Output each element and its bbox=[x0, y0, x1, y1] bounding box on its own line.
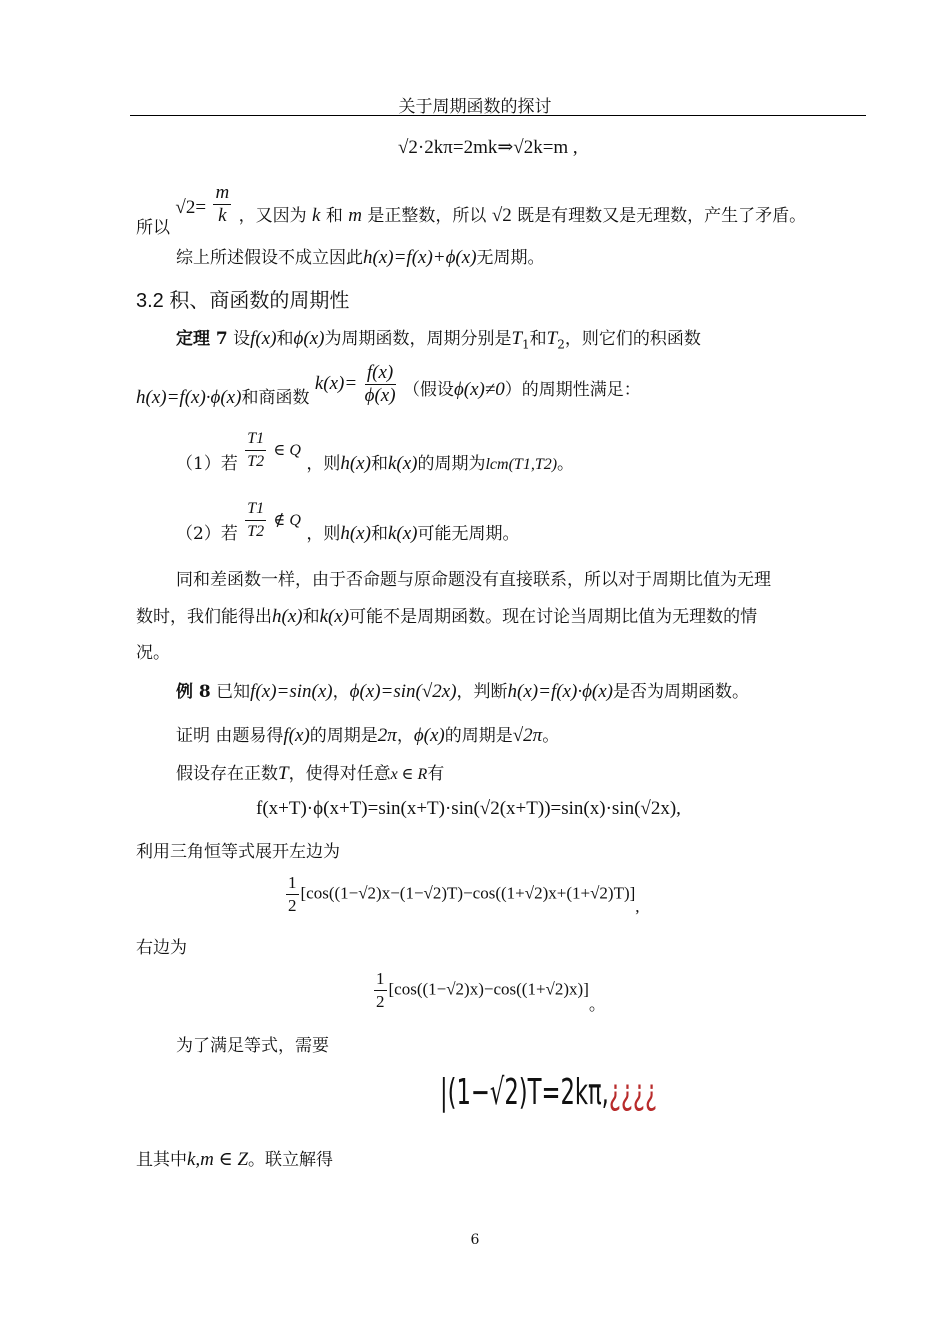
text-she: 设 bbox=[233, 329, 251, 349]
text-zhouqishi: 的周期是 bbox=[309, 726, 378, 746]
text-suoyi: 所以 bbox=[136, 218, 170, 238]
math-T1: T bbox=[511, 328, 523, 349]
text-he: 和 bbox=[370, 524, 388, 544]
case-1 bbox=[176, 428, 574, 473]
fraction-one-half bbox=[286, 872, 299, 917]
text-youbian: 右边为 bbox=[136, 938, 187, 958]
case-2 bbox=[176, 498, 519, 543]
math-hx: h(x) bbox=[272, 606, 303, 627]
math-sqrt2: √2 bbox=[491, 205, 512, 226]
text-period: 。 bbox=[557, 454, 575, 474]
text-youyinwei: ，又因为 bbox=[238, 206, 307, 226]
fraction-numerator: 1 bbox=[374, 968, 387, 991]
math-h-def: h(x)=f(x)·ϕ(x) bbox=[507, 681, 613, 702]
text-you: 有 bbox=[427, 764, 445, 784]
text-comma: ， bbox=[332, 682, 350, 702]
text-shifou: 是否为周期函数。 bbox=[613, 682, 749, 702]
math-phi-neq-0: ϕ(x)≠0 bbox=[453, 379, 505, 400]
text-zhouqishi-2: 的周期是 bbox=[444, 726, 513, 746]
math-notin-Q: ∉ Q bbox=[273, 512, 301, 529]
text-zhouqifenbie: 为周期函数，周期分别是 bbox=[324, 329, 512, 349]
text-shide: ，使得对任意 bbox=[288, 764, 391, 784]
text-shanghanshu: 和商函数 bbox=[241, 388, 310, 408]
text-qieqizhong: 且其中 bbox=[136, 1150, 187, 1170]
last-line bbox=[136, 1148, 333, 1172]
paragraph-contradiction bbox=[136, 182, 807, 238]
equation-sqrt2-2kpi: √2·2kπ=2mk⇒√2k=m , bbox=[398, 137, 578, 158]
text-jiashe: （假设 bbox=[402, 380, 454, 400]
math-h-product: h(x)=f(x)·ϕ(x) bbox=[136, 387, 242, 408]
text-zhouqiwei: 的周期为 bbox=[417, 454, 486, 474]
equation-right-tail: 。 bbox=[588, 995, 606, 1015]
fraction-denominator: 2 bbox=[376, 992, 385, 1011]
text-kenengbushi: 可能不是周期函数。现在讨论当周期比值为无理数的情 bbox=[349, 607, 758, 627]
text-lianlijiede: 。联立解得 bbox=[248, 1150, 334, 1170]
math-k: k bbox=[312, 205, 321, 226]
text-he: 和 bbox=[276, 329, 294, 349]
header-rule bbox=[130, 115, 866, 116]
text-ze: ，则 bbox=[306, 454, 341, 474]
equation-left-tail: , bbox=[635, 897, 640, 917]
math-fx: f(x) bbox=[250, 328, 277, 349]
page-number: 6 bbox=[470, 1232, 480, 1248]
equation-big-condition bbox=[440, 1072, 657, 1113]
fraction-denominator: T2 bbox=[247, 523, 265, 540]
paragraph-tonghe-line1: 同和差函数一样，由于否命题与原命题没有直接联系，所以对于周期比值为无理 bbox=[176, 570, 771, 590]
text-womennengdechu: 数时，我们能得出 bbox=[136, 607, 272, 627]
case-2-label: （2）若 bbox=[176, 524, 238, 544]
math-sqrt2pi: √2π bbox=[512, 725, 543, 746]
math-km-in-Z: k,m ∈ Z bbox=[187, 1149, 249, 1170]
text-he-2: 和 bbox=[529, 329, 547, 349]
math-m: m bbox=[348, 205, 362, 226]
page-header-title: 关于周期函数的探讨 bbox=[398, 97, 552, 117]
case-1-label: （1）若 bbox=[176, 454, 238, 474]
math-phi-def: ϕ(x)=sin(√2x) bbox=[349, 681, 457, 702]
fraction-T1-over-T2 bbox=[245, 428, 266, 473]
fraction-denominator: T2 bbox=[247, 453, 265, 470]
equation-main: f(x+T)·ϕ(x+T)=sin(x+T)·sin(√2(x+T))=sin(x)·sin(√2x), bbox=[256, 798, 681, 819]
text-maodun: 既是有理数又是无理数，产生了矛盾。 bbox=[517, 206, 807, 226]
equation-right-side bbox=[372, 968, 606, 1013]
math-in-Q: ∈ Q bbox=[273, 442, 301, 459]
paragraph-tonghe-line2 bbox=[136, 605, 757, 629]
theorem-7-line2 bbox=[136, 362, 641, 407]
equation-right-body: [cos((1−√2)x)−cos((1+√2)x)] bbox=[388, 979, 589, 999]
math-hx: h(x) bbox=[340, 453, 371, 474]
equation-big-body: |(1−√2)T=2kπ, bbox=[440, 1072, 609, 1113]
text-zhengming: 证明 由题易得 bbox=[176, 726, 284, 746]
text-yizhi: 已知 bbox=[216, 682, 251, 702]
math-T: T bbox=[278, 763, 289, 784]
fraction-numerator: T1 bbox=[245, 428, 266, 451]
fraction-numerator: m bbox=[215, 182, 230, 203]
text-wuzhouqi: 无周期。 bbox=[476, 248, 545, 268]
paragraph-conclusion bbox=[176, 246, 545, 270]
fraction-m-over-k bbox=[213, 182, 231, 227]
fraction-T1-over-T2 bbox=[245, 498, 266, 543]
text-ze: ，则 bbox=[306, 524, 341, 544]
math-phix: ϕ(x) bbox=[293, 328, 325, 349]
text-he: 和 bbox=[370, 454, 388, 474]
math-h-sum: h(x)=f(x)+ϕ(x) bbox=[363, 247, 477, 268]
text-liyong: 利用三角恒等式展开左边为 bbox=[136, 842, 340, 862]
text-weile: 为了满足等式，需要 bbox=[176, 1036, 329, 1056]
text-jihanshu: ，则它们的积函数 bbox=[564, 329, 701, 349]
math-x-in-R: x ∈ R bbox=[390, 766, 428, 783]
subscript-1: 1 bbox=[522, 337, 530, 352]
text-panduan: ，判断 bbox=[456, 682, 508, 702]
proof-line bbox=[176, 724, 559, 748]
fraction-one-half bbox=[374, 968, 387, 1013]
text-kenengwuzhouqi: 可能无周期。 bbox=[417, 524, 520, 544]
equation-left-side bbox=[284, 872, 640, 917]
fraction-denominator: k bbox=[218, 205, 227, 226]
garbled-characters: ¿¿¿¿ bbox=[608, 1072, 657, 1113]
fraction-numerator: 1 bbox=[286, 872, 299, 895]
example-label: 例 8 bbox=[176, 682, 211, 702]
fraction-numerator: T1 bbox=[245, 498, 266, 521]
math-hx: h(x) bbox=[340, 523, 371, 544]
math-sqrt2-eq: √2= bbox=[175, 197, 207, 218]
math-T2: T bbox=[546, 328, 558, 349]
text-zongshang: 综上所述假设不成立因此 bbox=[176, 248, 363, 268]
math-kx-eq: k(x)= bbox=[314, 373, 358, 394]
section-heading: 3.2 积、商函数的周期性 bbox=[136, 290, 350, 312]
text-jiasheucunzai: 假设存在正数 bbox=[176, 764, 278, 784]
text-manzu: ）的周期性满足： bbox=[504, 380, 641, 400]
equation-left-body: [cos((1−√2)x−(1−√2)T)−cos((1+√2)x+(1+√2)T)] bbox=[300, 883, 636, 903]
theorem-label: 定理 7 bbox=[176, 329, 228, 349]
math-kx: k(x) bbox=[387, 523, 418, 544]
text-he: 和 bbox=[302, 607, 320, 627]
math-2pi: 2π bbox=[377, 725, 397, 746]
subscript-2: 2 bbox=[557, 337, 565, 352]
math-phix: ϕ(x) bbox=[413, 725, 445, 746]
theorem-7-line1 bbox=[176, 327, 701, 356]
assume-line bbox=[176, 762, 444, 787]
math-kx: k(x) bbox=[319, 606, 350, 627]
fraction-numerator: f(x) bbox=[365, 362, 396, 385]
math-f-def: f(x)=sin(x) bbox=[250, 681, 333, 702]
math-fx: f(x) bbox=[283, 725, 310, 746]
text-period: 。 bbox=[542, 726, 560, 746]
fraction-denominator: ϕ(x) bbox=[364, 385, 396, 406]
paragraph-tonghe-line3: 况。 bbox=[136, 643, 170, 663]
text-he: 和 bbox=[325, 206, 343, 226]
math-lcm: lcm(T1,T2) bbox=[485, 456, 558, 473]
fraction-denominator: 2 bbox=[288, 896, 297, 915]
text-shizhengzhengshu: 是正整数，所以 bbox=[367, 206, 487, 226]
fraction-f-over-phi bbox=[365, 362, 396, 407]
text-comma: ， bbox=[396, 726, 414, 746]
math-kx: k(x) bbox=[387, 453, 418, 474]
example-8 bbox=[176, 680, 749, 704]
